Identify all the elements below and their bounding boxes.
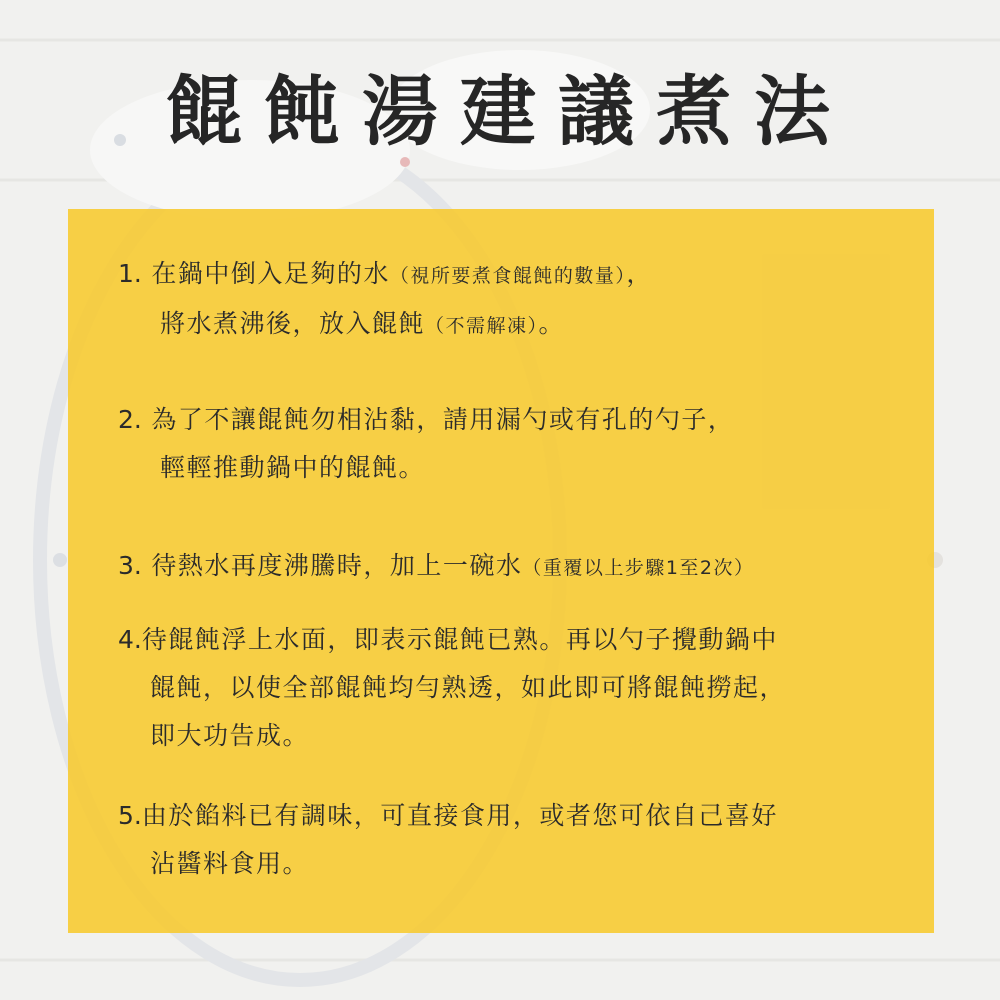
step-2-text-2: 輕輕推動鍋中的餛飩。	[160, 453, 426, 482]
step-1-punct-2: 。	[538, 309, 566, 338]
step-1-text: 在鍋中倒入足夠的水	[151, 259, 390, 288]
step-1-number: 1.	[118, 259, 142, 288]
step-4-line-3	[118, 712, 786, 760]
step-4-text-3: 即大功告成。	[150, 721, 310, 750]
step-2-text: 為了不讓餛飩勿相沾黏，請用漏勺或有孔的勺子，	[151, 405, 735, 434]
step-1-line-1	[118, 250, 653, 300]
step-5-line-1	[118, 792, 778, 840]
step-1-note-2: （不需解凍）	[425, 315, 539, 337]
step-5-line-2	[118, 840, 778, 888]
step-1-text-2: 將水煮沸後，放入餛飩	[160, 309, 426, 338]
step-2-line-2	[118, 444, 734, 492]
step-3-line-1	[118, 542, 755, 592]
step-1-note: （視所要煮食餛飩的數量）	[389, 265, 627, 287]
step-3-note: （重覆以上步驟1至2次）	[522, 557, 755, 579]
step-4-text: 待餛飩浮上水面，即表示餛飩已熟。再以勺子攪動鍋中	[141, 625, 778, 654]
step-2-line-1	[118, 396, 734, 444]
step-2	[118, 396, 734, 492]
step-5-text: 由於餡料已有調味，可直接食用，或者您可依自己喜好	[141, 801, 778, 830]
step-1-punct: ，	[626, 259, 653, 288]
step-5	[118, 792, 778, 888]
step-1-line-2	[118, 300, 653, 350]
step-4-line-1	[118, 616, 786, 664]
step-4-number: 4.	[118, 625, 142, 654]
step-3-text: 待熱水再度沸騰時，加上一碗水	[151, 551, 523, 580]
step-1	[118, 250, 653, 350]
step-4	[118, 616, 786, 760]
step-4-text-2: 餛飩，以使全部餛飩均勻熟透，如此即可將餛飩撈起，	[150, 673, 787, 702]
step-5-number: 5.	[118, 801, 142, 830]
step-4-line-2	[118, 664, 786, 712]
step-3-number: 3.	[118, 551, 142, 580]
page-title: 餛飩湯建議煮法	[166, 67, 852, 156]
step-5-text-2: 沾醬料食用。	[150, 849, 310, 878]
step-3	[118, 542, 755, 592]
step-2-number: 2.	[118, 405, 142, 434]
